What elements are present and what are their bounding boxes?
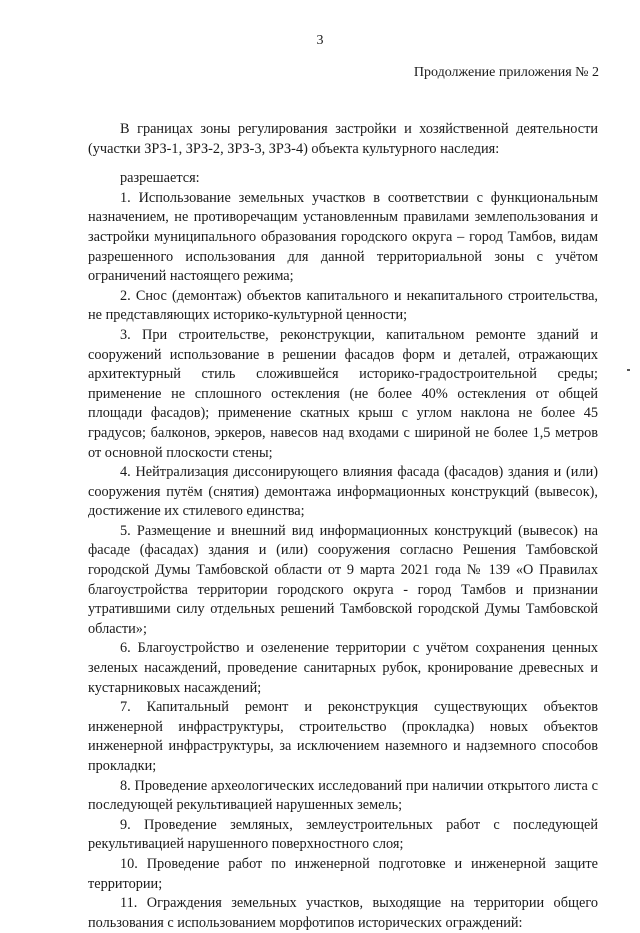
list-item-7: 7. Капитальный ремонт и реконструкция существующих объектов инженерной инфраструктуры, строительство (прокладка) новых объектов инженерной инфраструктуры, за исключением наземного и надземного способов прокладки; <box>88 699 598 774</box>
list-item-10: 10. Проведение работ по инженерной подготовке и инженерной защите территории; <box>88 855 598 892</box>
allowed-heading: разрешается: <box>120 170 200 187</box>
list-item-2: 2. Снос (демонтаж) объектов капитального и некапитального строительства, не представляющих историко-культурной ценности; <box>88 287 598 324</box>
list-item-9: 9. Проведение земляных, землеустроительных работ с последующей рекультивацией нарушенного поверхностного слоя; <box>88 816 598 853</box>
appendix-continuation-note: Продолжение приложения № 2 <box>413 65 599 80</box>
list-item-3: 3. При строительстве, реконструкции, капитальном ремонте зданий и сооружений использование в решении фасадов форм и деталей, отражающих архитектурный стиль сложившейся историко-градостроительной среды; применение не сплошного остекления (не более 40% остекления от общей площади фасадов); применение скатных крыш с углом наклона не более 45 градусов; балконов, эркеров, навесов над входами с шириной не более 1,5 метров от основной плоскости стены; <box>88 326 598 461</box>
list-item-1: 1. Использование земельных участков в соответствии с функциональным назначением, не противоречащим установленным правилами землепользования и застройки муниципального образования городского округа – город Тамбов, видам разрешенного использования для данной территориальной зоны с учётом ограничений настоящего режима; <box>88 189 598 285</box>
list-item-11: 11. Ограждения земельных участков, выходящие на территории общего пользования с использованием морфотипов исторических ограждений: <box>88 895 598 931</box>
list-item-8: 8. Проведение археологических исследований при наличии открытого листа с последующей рекультивацией нарушенных земель; <box>88 777 598 814</box>
list-item-5: 5. Размещение и внешний вид информационных конструкций (вывесок) на фасаде (фасадах) здания и (или) сооружения согласно Решения Тамбовской городской Думы Тамбовской области от 9 марта 2021 года № 139 «О Правилах благоустройства территории городского округа - город Тамбов и признании утратившими силу отдельных решений Тамбовской городской Думы Тамбовской области»; <box>88 522 598 637</box>
list-item-4: 4. Нейтрализация диссонирующего влияния фасада (фасадов) здания и (или) сооружения путём (снятия) демонтажа информационных конструкций (вывесок), достижение их стилевого единства; <box>88 464 598 520</box>
document-body <box>88 120 598 933</box>
page-number: 3 <box>316 33 324 48</box>
zone-intro-paragraph: В границах зоны регулирования застройки и хозяйственной деятельности (участки ЗРЗ-1, ЗРЗ-2, ЗРЗ-3, ЗРЗ-4) объекта культурного наследия: <box>88 121 598 157</box>
list-item-6: 6. Благоустройство и озеленение территории с учётом сохранения ценных зеленых насаждений, проведение санитарных рубок, кронирование древесных и кустарниковых насаждений; <box>88 640 598 696</box>
scan-mark <box>627 369 630 371</box>
